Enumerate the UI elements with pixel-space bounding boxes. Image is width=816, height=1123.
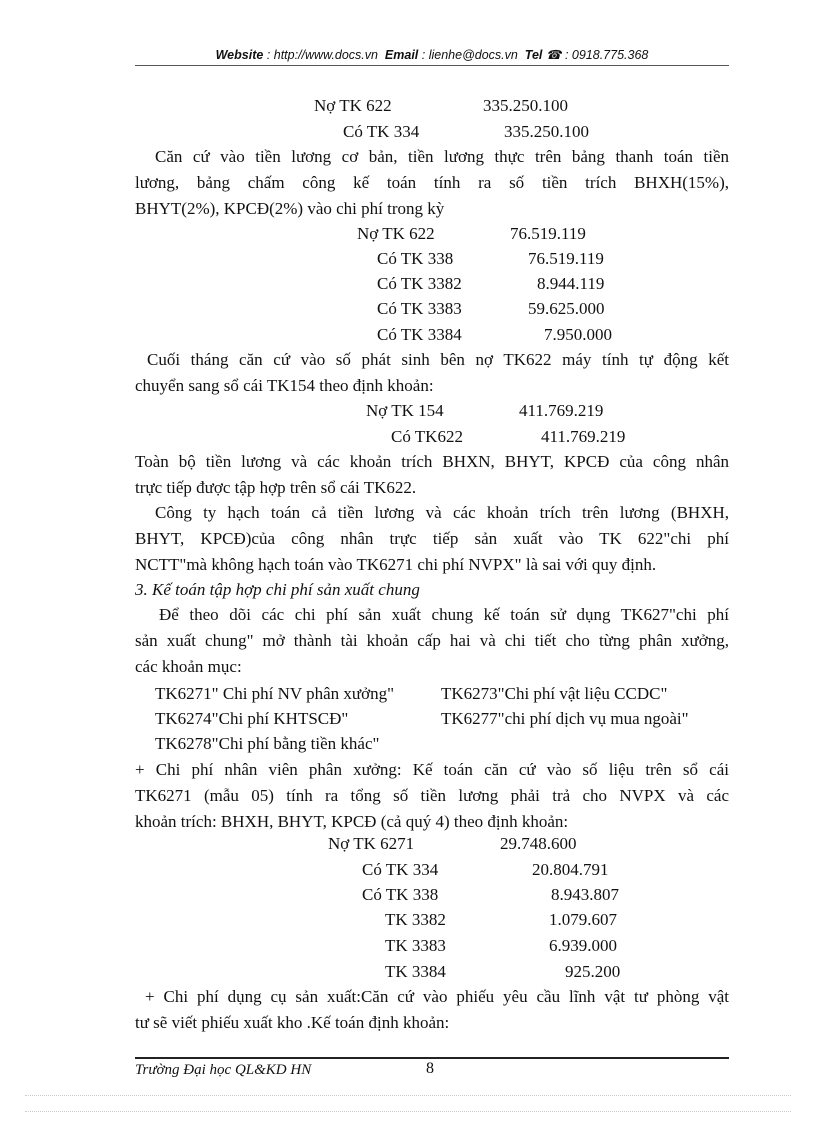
footer-divider [135,1057,729,1059]
text-line: lương, bảng chấm công kế toán tính ra số tiền trích BHXH(15%), [135,173,729,192]
text-line: trực tiếp được tập hợp trên sổ cái TK622. [135,478,417,497]
text-line: Toàn bộ tiền lương và các khoản trích BHXN, BHYT, KPCĐ của công nhân [135,452,729,471]
header-divider [135,65,729,66]
website-value[interactable]: : http://www.docs.vn [266,48,378,62]
tel-label: Tel [524,48,543,62]
account-item: TK6271" Chi phí NV phân xưởng" [155,684,395,703]
page-edge-divider [25,1111,791,1112]
account-item: TK6278"Chi phí bằng tiền khác" [155,734,380,753]
text-line: các khoản mục: [135,657,242,676]
email-label: Email [384,48,419,62]
entry-amount: 335.250.100 [504,122,589,141]
entry-credit: Có TK 3382 [377,274,462,293]
entry-amount: 925.200 [565,962,621,981]
paragraph [135,984,729,1036]
entry-debit: Nợ TK 622 [357,224,435,243]
entry-amount: 29.748.600 [500,834,577,853]
entry-amount: 7.950.000 [544,325,612,344]
tel-value: : 0918.775.368 [564,48,649,62]
website-label: Website [215,48,264,62]
entry-sub-account: TK 3384 [385,962,446,981]
account-item: TK6274"Chi phí KHTSCĐ" [155,709,349,728]
entry-sub-account: TK 3383 [385,936,446,955]
phone-icon: ☎ [545,48,562,62]
page-edge-divider [25,1095,791,1096]
account-item: TK6277"chi phí dịch vụ mua ngoài" [441,709,689,728]
text-line: Căn cứ vào tiền lương cơ bản, tiền lương thực trên bảng thanh toán tiền [155,147,729,166]
entry-credit: Có TK 338 [377,249,454,268]
entry-amount: 76.519.119 [510,224,586,243]
entry-amount: 411.769.219 [519,401,604,420]
entry-debit: Nợ TK 6271 [328,834,415,853]
entry-amount: 1.079.607 [549,910,617,929]
text-line: BHYT, KPCĐ)của công nhân trực tiếp sản xuất vào TK 622"chi phí [135,529,729,548]
entry-credit: Có TK 3384 [377,325,462,344]
entry-amount: 8.944.119 [537,274,605,293]
paragraph [135,449,729,501]
entry-amount: 335.250.100 [483,96,568,115]
paragraph [135,757,729,835]
entry-amount: 6.939.000 [549,936,617,955]
text-line: + Chi phí dụng cụ sản xuất:Căn cứ vào phiếu yêu cầu lĩnh vật tư phòng vật [145,987,729,1006]
entry-amount: 20.804.791 [532,860,609,879]
text-line: Cuối tháng căn cứ vào số phát sinh bên nợ TK622 máy tính tự động kết [147,350,729,369]
page-header [135,47,729,62]
text-line: + Chi phí nhân viên phân xưởng: Kế toán căn cứ vào số liệu trên sổ cái [135,760,729,779]
entry-debit: Nợ TK 154 [366,401,444,420]
entry-amount: 8.943.807 [551,885,619,904]
section-title: 3. Kế toán tập hợp chi phí sản xuất chung [135,580,420,599]
entry-credit: Có TK 334 [362,860,439,879]
entry-amount: 76.519.119 [528,249,604,268]
email-value[interactable]: : lienhe@docs.vn [421,48,518,62]
entry-credit: Có TK622 [391,427,463,446]
entry-debit: Nợ TK 622 [314,96,392,115]
text-line: BHYT(2%), KPCĐ(2%) vào chi phí trong kỳ [135,199,445,218]
text-line: sản xuất chung" mở thành tài khoản cấp hai và chi tiết cho từng phân xưởng, [135,631,729,650]
entry-credit: Có TK 338 [362,885,439,904]
text-line: Công ty hạch toán cả tiền lương và các khoản trích trên lương (BHXH, [155,503,729,522]
text-line: TK6271 (mẫu 05) tính ra tổng số tiền lương phải trả cho NVPX và các [135,786,729,805]
text-line: chuyển sang sổ cái TK154 theo định khoản: [135,376,434,395]
text-line: khoản trích: BHXH, BHYT, KPCĐ (cả quý 4) theo định khoản: [135,812,569,831]
text-line: NCTT"mà không hạch toán vào TK6271 chi phí NVPX" là sai với quy định. [135,555,657,574]
paragraph [135,347,729,399]
page-number: 8 [426,1060,434,1077]
text-line: tư sẽ viết phiếu xuất kho .Kế toán định khoản: [135,1013,450,1032]
account-item: TK6273"Chi phí vật liệu CCDC" [441,684,668,703]
entry-credit: Có TK 3383 [377,299,462,318]
entry-sub-account: TK 3382 [385,910,446,929]
entry-amount: 411.769.219 [541,427,626,446]
entry-amount: 59.625.000 [528,299,605,318]
entry-credit: Có TK 334 [343,122,420,141]
footer-school: Trường Đại học QL&KD HN [135,1062,312,1078]
paragraph [135,602,729,680]
text-line: Để theo dõi các chi phí sản xuất chung kế toán sử dụng TK627"chi phí [159,605,729,624]
paragraph [135,500,729,578]
paragraph [135,144,729,222]
